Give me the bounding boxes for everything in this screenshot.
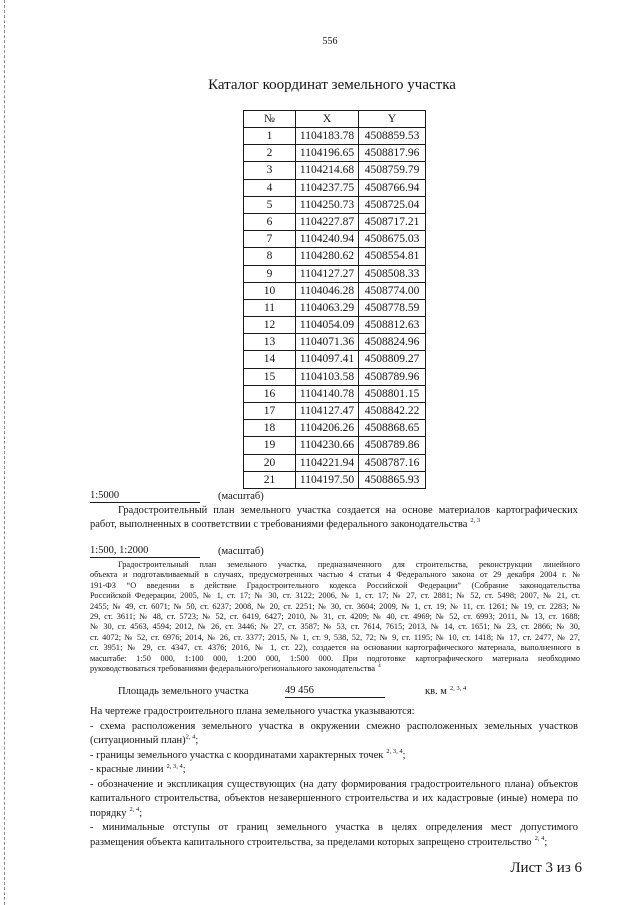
x-cell: 1104127.47 xyxy=(296,403,359,420)
requirement-line xyxy=(90,734,578,749)
point-number-cell: 13 xyxy=(244,334,296,351)
y-cell: 4508842.22 xyxy=(359,403,426,420)
y-cell: 4508508.33 xyxy=(359,266,426,283)
y-cell: 4508824.96 xyxy=(359,334,426,351)
point-number-cell: 4 xyxy=(244,180,296,197)
requirement-text: - минимальные отступы от границ земельного участка в целях определения мест допустимого xyxy=(90,822,578,833)
note-line xyxy=(90,622,580,632)
requirement-text: - красные линии xyxy=(90,764,164,775)
footnote-ref: 2, 3, 4 xyxy=(166,762,183,770)
x-cell: 1104250.73 xyxy=(296,197,359,214)
point-number-cell: 19 xyxy=(244,437,296,454)
note-line xyxy=(90,612,580,622)
page-number: 556 xyxy=(322,36,338,47)
page-title: Каталог координат земельного участка xyxy=(208,77,456,93)
scale-1-line xyxy=(90,490,390,504)
header-point-number: № xyxy=(244,111,296,128)
x-cell: 1104196.65 xyxy=(296,145,359,162)
note-line xyxy=(90,633,580,643)
note-line xyxy=(90,570,580,580)
scan-edge-mark xyxy=(4,0,5,905)
requirement-line xyxy=(90,792,578,807)
scale-2-line xyxy=(90,545,390,559)
requirement-text: размещения объекта капитального строительства, за пределами которых запрещено строительство xyxy=(90,836,532,848)
note-line-text: 2455; № 49, ст. 6071; № 50, ст. 6237; 2008, № 20, ст. 2251; № 30, ст. 3604; 2009, № 1, ст. 19; № 11, ст. 1261; № 19, ст. 2283; № xyxy=(90,601,580,611)
drawing-requirements xyxy=(90,705,578,850)
requirement-tail: ; xyxy=(139,807,143,819)
note-line xyxy=(90,560,580,570)
footnote-ref: 2, 3, 4 xyxy=(386,748,403,755)
note-line xyxy=(90,518,578,532)
point-number-cell: 15 xyxy=(244,369,296,386)
scale-1-label: (масштаб) xyxy=(218,491,264,502)
point-number-cell: 10 xyxy=(244,283,296,300)
requirement-line xyxy=(90,778,578,793)
note-line-text: ст. 3951; № 29, ст. 4347, ст. 4376; 2016, № 1, ст. 22), создается на основании картографического материала, выполненного в xyxy=(90,643,580,653)
y-cell: 4508766.94 xyxy=(359,180,426,197)
x-cell: 1104127.27 xyxy=(296,266,359,283)
point-number-cell: 20 xyxy=(244,455,296,472)
y-cell: 4508778.59 xyxy=(359,300,426,317)
scale-1-value: 1:5000 xyxy=(90,490,200,503)
note-line-text: Российской Федерации, 2005, № 1, ст. 17; № 30, ст. 3122; 2006, № 1, ст. 17; № 27, ст. 2881; № 52, ст. 5498; 2007, № 21, ст. xyxy=(90,591,580,601)
requirement-text: - обозначение и экспликация существующих (на дату формирования градостроительного плана) объектов xyxy=(90,778,578,790)
footnote-ref: 2, 4 xyxy=(129,806,140,813)
y-cell: 4508801.15 xyxy=(359,386,426,403)
requirement-tail: ; xyxy=(402,749,406,761)
area-label: Площадь земельного участка xyxy=(118,686,249,697)
note-line xyxy=(90,654,580,664)
x-cell: 1104197.50 xyxy=(296,472,359,489)
note-line-text: руководствоваться требованиями федерального/регионального законодательства xyxy=(90,664,376,674)
point-number-cell: 7 xyxy=(244,231,296,248)
y-cell: 4508789.86 xyxy=(359,437,426,454)
requirement-line xyxy=(90,749,578,764)
y-cell: 4508865.93 xyxy=(359,472,426,489)
y-cell: 4508717.21 xyxy=(359,214,426,231)
requirement-line xyxy=(90,807,578,822)
footnote-ref: 4 xyxy=(378,663,381,670)
header-y: Y xyxy=(359,111,426,128)
footnote-ref: 2, 3, 4 xyxy=(449,684,467,692)
y-cell: 4508859.53 xyxy=(359,128,426,145)
point-number-cell: 1 xyxy=(244,128,296,145)
area-unit xyxy=(425,685,466,699)
point-number-cell: 6 xyxy=(244,214,296,231)
y-cell: 4508787.16 xyxy=(359,455,426,472)
requirement-tail: ; xyxy=(182,764,186,775)
note-line-text: 29, ст. 3611; № 48, ст. 5723; № 52, ст. 6419, 6427; 2010, № 31, ст. 4209; № 40, ст. 4969; № 52, ст. 6993; 2011, № 13, ст. 1688; xyxy=(90,612,580,622)
note-line-text: объекта и подготавливаемый в случаях, предусмотренных частью 4 статьи 4 Федерального закона от 29 декабря 2004 г. № xyxy=(90,570,580,580)
requirement-text: На чертеже градостроительного плана земельного участка указываются: xyxy=(90,706,415,717)
y-cell: 4508868.65 xyxy=(359,420,426,437)
scale-2-note xyxy=(90,560,580,674)
footnote-ref: 2, 4 xyxy=(185,733,196,741)
requirement-tail: ; xyxy=(195,735,199,746)
scale-1-note xyxy=(90,504,578,531)
x-cell: 1104227.87 xyxy=(296,214,359,231)
x-cell: 1104221.94 xyxy=(296,455,359,472)
note-line xyxy=(90,664,580,674)
scale-2-value: 1:500, 1:2000 xyxy=(90,545,200,558)
x-cell: 1104103.58 xyxy=(296,369,359,386)
note-line xyxy=(90,581,580,591)
x-cell: 1104054.09 xyxy=(296,317,359,334)
requirement-tail: ; xyxy=(544,836,548,848)
note-line-text: масштабе: 1:50 000, 1:100 000, 1:200 000, 1:500 000. При подготовке картографического материала необходимо xyxy=(90,653,580,663)
x-cell: 1104280.62 xyxy=(296,248,359,265)
requirement-line xyxy=(90,836,578,851)
point-number-cell: 14 xyxy=(244,351,296,368)
point-number-cell: 11 xyxy=(244,300,296,317)
x-cell: 1104230.66 xyxy=(296,437,359,454)
requirement-line xyxy=(90,720,578,735)
coordinates-table xyxy=(243,110,426,489)
x-cell: 1104063.29 xyxy=(296,300,359,317)
note-line-text: Градостроительный план земельного участка создается на основе материалов картографических xyxy=(118,505,578,516)
x-cell: 1104046.28 xyxy=(296,283,359,300)
requirement-line xyxy=(90,763,578,778)
x-cell: 1104071.36 xyxy=(296,334,359,351)
note-line-text: 191-ФЗ “О введении в действие Градостроительного кодекса Российской Федерации” (Собрание законодательства xyxy=(90,580,580,590)
y-cell: 4508812.63 xyxy=(359,317,426,334)
note-line-text: ст. 4072; № 52, ст. 6976; 2014, № 26, ст. 3377; 2015, № 1, ст. 9, 538, 52, 72; № 9, ст. 1195; № 10, ст. 1418; № 17, ст. 2477, № 27, xyxy=(90,632,580,642)
x-cell: 1104183.78 xyxy=(296,128,359,145)
footnote-ref: 2, 3 xyxy=(470,517,481,524)
x-cell: 1104240.94 xyxy=(296,231,359,248)
point-number-cell: 5 xyxy=(244,197,296,214)
y-cell: 4508725.04 xyxy=(359,197,426,214)
x-cell: 1104214.68 xyxy=(296,162,359,179)
requirement-text: - границы земельного участка с координатами характерных точек xyxy=(90,749,384,761)
x-cell: 1104097.41 xyxy=(296,351,359,368)
requirement-text: (ситуационный план) xyxy=(90,735,186,746)
requirement-text: капитального строительства, объектов незавершенного строительства и их кадастровые (иные) номера по xyxy=(90,793,578,804)
point-number-cell: 8 xyxy=(244,248,296,265)
y-cell: 4508809.27 xyxy=(359,351,426,368)
point-number-cell: 21 xyxy=(244,472,296,489)
point-number-cell: 16 xyxy=(244,386,296,403)
y-cell: 4508817.96 xyxy=(359,145,426,162)
requirements-heading xyxy=(90,705,578,720)
point-number-cell: 12 xyxy=(244,317,296,334)
note-line-text: Градостроительный план земельного участка, предназначенного для строительства, реконструкции линейного xyxy=(118,560,580,569)
footnote-ref: 2, 4 xyxy=(534,835,545,842)
area-value: 49 456 xyxy=(285,685,385,698)
x-cell: 1104140.78 xyxy=(296,386,359,403)
point-number-cell: 3 xyxy=(244,162,296,179)
requirement-line xyxy=(90,821,578,836)
y-cell: 4508759.79 xyxy=(359,162,426,179)
note-line-text: № 30, ст. 4563, 4594; 2012, № 26, ст. 3446; № 27, ст. 3587; № 53, ст. 7614, 7615; 2013, № 14, ст. 1651; № 23, ст. 2866; № 30, xyxy=(90,622,580,632)
x-cell: 1104206.26 xyxy=(296,420,359,437)
note-line-text: работ, выполненных в соответствии с требованиями федерального законодательства xyxy=(90,518,468,530)
y-cell: 4508675.03 xyxy=(359,231,426,248)
requirement-text: - схема расположения земельного участка в окружении смежно расположенных земельных участков xyxy=(90,720,578,732)
area-line xyxy=(118,685,498,699)
scale-2-label: (масштаб) xyxy=(218,546,264,557)
y-cell: 4508789.96 xyxy=(359,369,426,386)
header-x: X xyxy=(296,111,359,128)
note-line xyxy=(90,602,580,612)
point-number-cell: 18 xyxy=(244,420,296,437)
requirement-text: порядку xyxy=(90,807,127,819)
y-cell: 4508554.81 xyxy=(359,248,426,265)
note-line xyxy=(90,591,580,601)
x-cell: 1104237.75 xyxy=(296,180,359,197)
point-number-cell: 2 xyxy=(244,145,296,162)
y-cell: 4508774.00 xyxy=(359,283,426,300)
point-number-cell: 9 xyxy=(244,266,296,283)
note-line xyxy=(90,504,578,518)
sheet-label: Лист 3 из 6 xyxy=(510,860,582,876)
area-unit-text: кв. м xyxy=(425,686,447,697)
note-line xyxy=(90,643,580,653)
point-number-cell: 17 xyxy=(244,403,296,420)
